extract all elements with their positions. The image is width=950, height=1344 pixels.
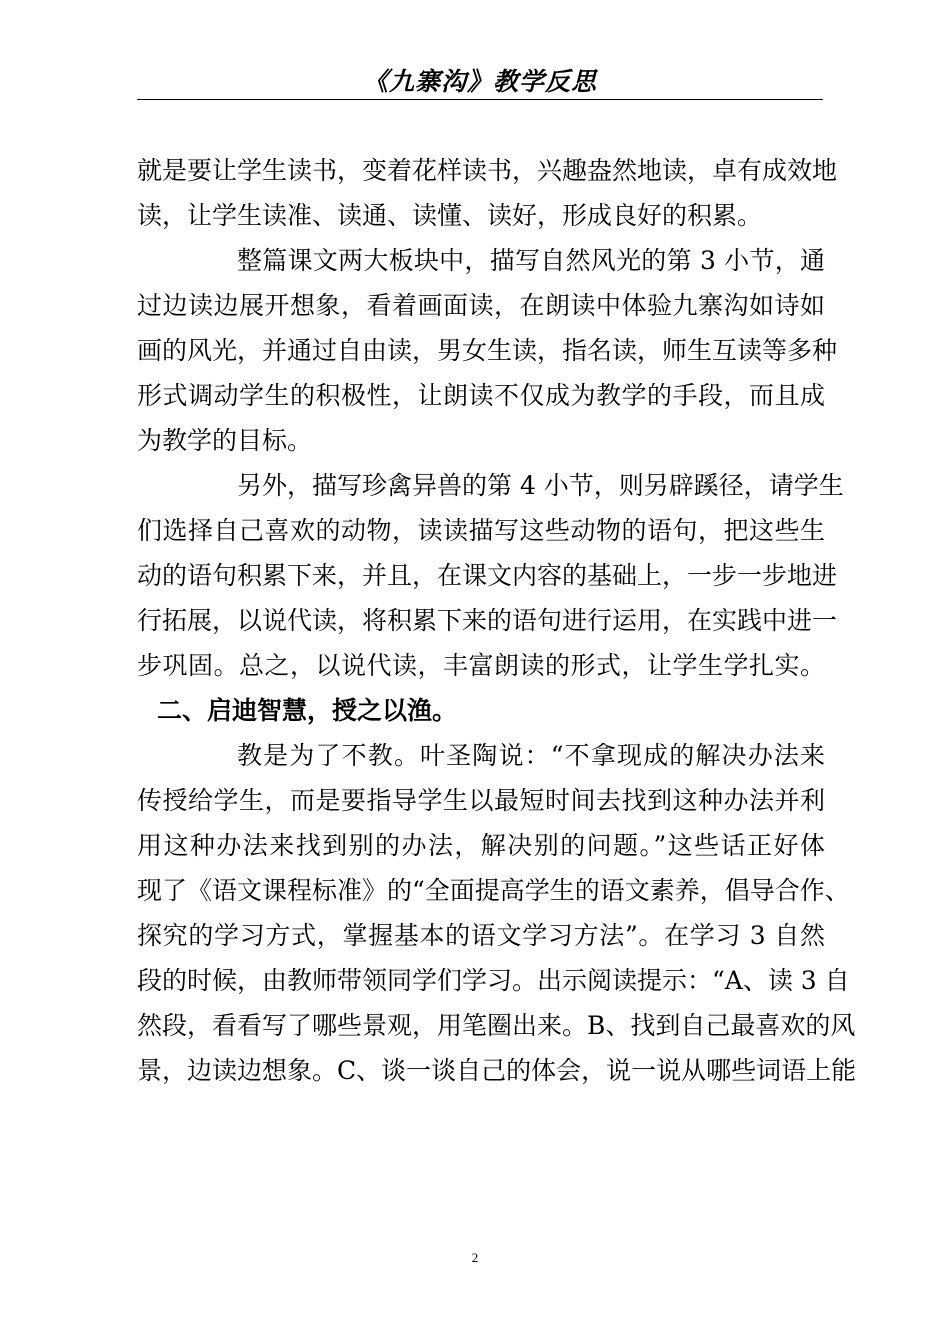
body-text (137, 148, 857, 1093)
paragraph-line: 段的时候，由教师带领同学们学习。出示阅读提示：“A、读 3 自 (137, 966, 850, 995)
paragraph-line: 教是为了不教。叶圣陶说：“不拿现成的解决办法来 (237, 741, 825, 770)
paragraph-line: 探究的学习方式，掌握基本的语文学习方法”。在学习 3 自然 (137, 921, 825, 950)
paragraph-line: 形式调动学生的积极性，让朗读不仅成为教学的手段，而且成 (137, 381, 825, 410)
paragraph-line: 传授给学生，而是要指导学生以最短时间去找到这种办法并利 (137, 786, 825, 815)
header-rule (137, 99, 823, 100)
paragraph-line: 行拓展，以说代读，将积累下来的语句进行运用，在实践中进一 (137, 606, 838, 635)
paragraph-line: 景，边读边想象。C、谈一谈自己的体会，说一说从哪些词语上能 (137, 1056, 857, 1085)
section-heading: 二、启迪智慧，授之以渔。 (157, 696, 458, 725)
paragraph-line: 现了《语文课程标准》的“全面提高学生的语文素养，倡导合作、 (137, 876, 850, 905)
page-number: 2 (471, 1250, 479, 1265)
paragraph-line: 们选择自己喜欢的动物，读读描写这些动物的语句，把这些生 (137, 516, 825, 545)
paragraph-line: 然段，看看写了哪些景观，用笔圈出来。B、找到自己最喜欢的风 (137, 1011, 856, 1040)
page-header-title: 《九寨沟》教学反思 (362, 67, 597, 96)
paragraph-line: 就是要让学生读书，变着花样读书，兴趣盎然地读，卓有成效地 (137, 156, 838, 185)
paragraph-line: 读，让学生读准、读通、读懂、读好，形成良好的积累。 (137, 201, 763, 230)
paragraph-line: 动的语句积累下来，并且，在课文内容的基础上，一步一步地进 (137, 561, 838, 590)
paragraph-line: 另外，描写珍禽异兽的第 4 小节，则另辟蹊径，请学生 (237, 471, 844, 500)
paragraph-line: 步巩固。总之，以说代读，丰富朗读的形式，让学生学扎实。 (137, 651, 825, 680)
paragraph-line: 为教学的目标。 (137, 426, 313, 455)
paragraph-line: 整篇课文两大板块中，描写自然风光的第 3 小节，通 (237, 246, 825, 275)
paragraph-line: 画的风光，并通过自由读，男女生读，指名读，师生互读等多种 (137, 336, 838, 365)
paragraph-line: 用这种办法来找到别的办法，解决别的问题。”这些话正好体 (137, 831, 825, 860)
paragraph-line: 过边读边展开想象，看着画面读，在朗读中体验九寨沟如诗如 (137, 291, 825, 320)
